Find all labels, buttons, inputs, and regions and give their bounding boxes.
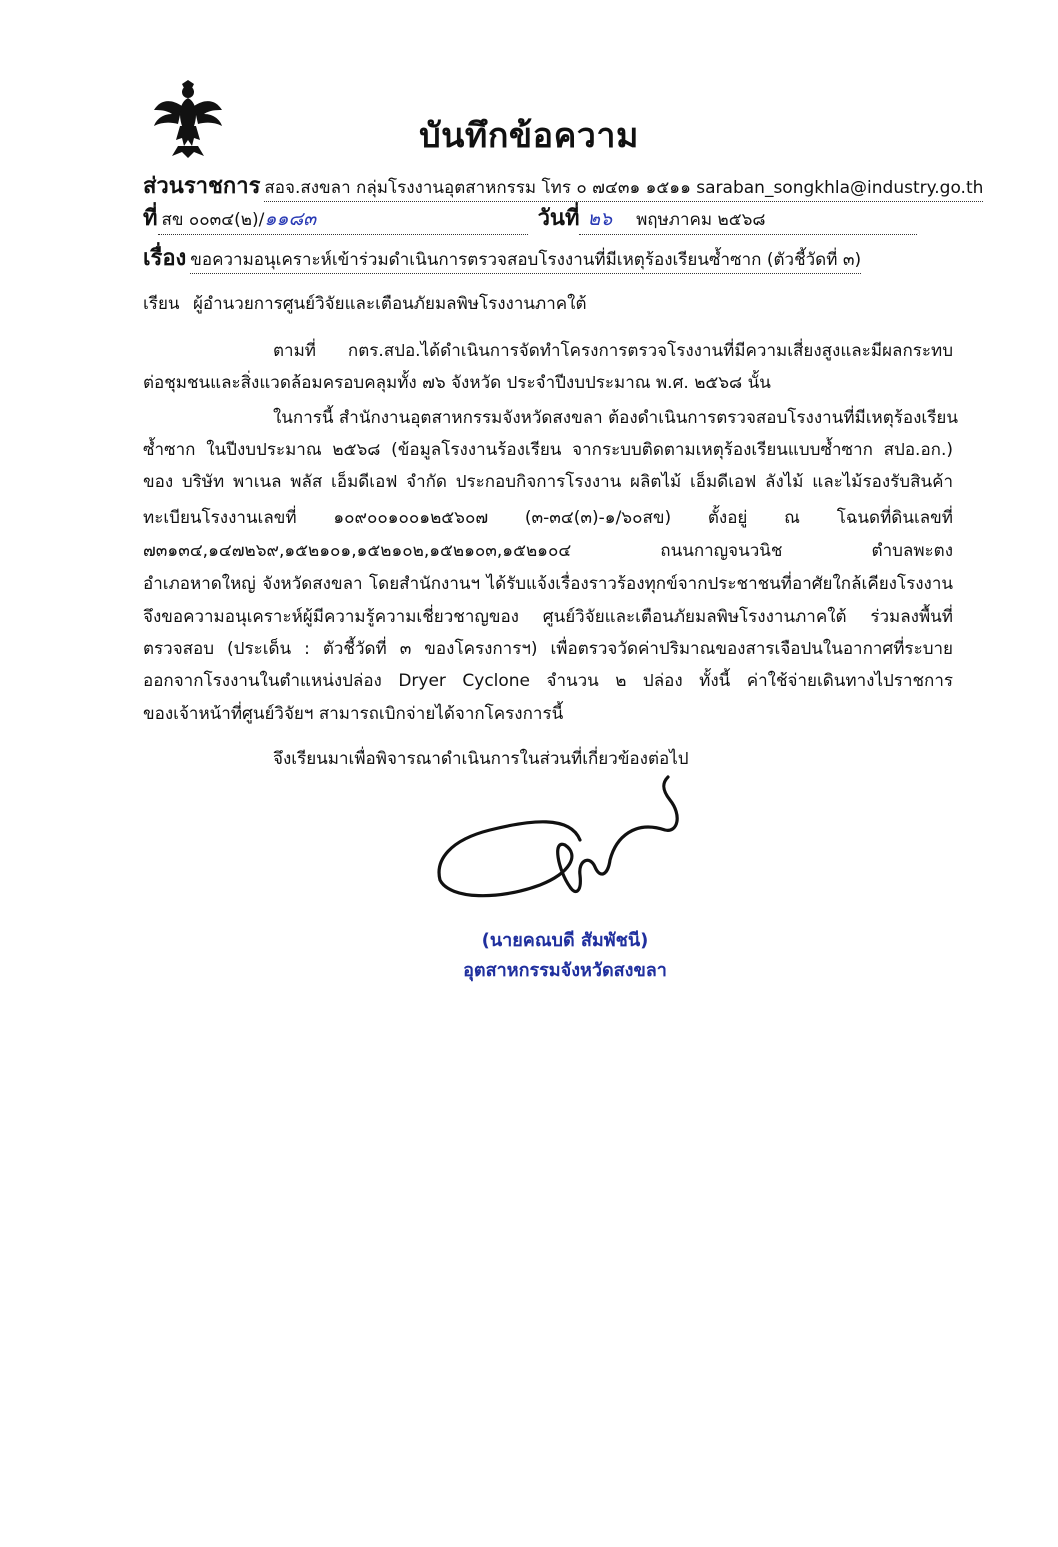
- memo-title: บันทึกข้อความ: [419, 116, 639, 156]
- body-line-12: ของเจ้าหน้าที่ศูนย์วิจัยฯ สามารถเบิกจ่ายได้จากโครงการนี้: [143, 704, 564, 724]
- body-line-5: ของ บริษัท พาเนล พลัส เอ็มดีเอฟ จำกัด ประกอบกิจการโรงงาน ผลิตไม้ เอ็มดีเอฟ ลังไม้ และไม้รองรับสินค้า: [143, 472, 953, 492]
- reference-handwritten: ๑๑๘๓: [264, 208, 317, 230]
- body-line-1: ตามที่ กตร.สปอ.ได้ดำเนินการจัดทำโครงการตรวจโรงงานที่มีความเสี่ยงสูงและมีผลกระทบ: [273, 341, 953, 361]
- body-line-4: ซ้ำซาก ในปีงบประมาณ ๒๕๖๘ (ข้อมูลโรงงานร้องเรียน จากระบบติดตามเหตุร้องเรียนแบบซ้ำซาก สปอ.อก.): [143, 440, 953, 460]
- date-month-year: พฤษภาคม ๒๕๖๘: [636, 210, 766, 230]
- body-line-8: อำเภอหาดใหญ่ จังหวัดสงขลา โดยสำนักงานฯ ได้รับแจ้งเรื่องราวร้องทุกข์จากประชาชนที่อาศัยใกล้เคียงโรงงาน: [143, 574, 953, 594]
- closing-line: จึงเรียนมาเพื่อพิจารณาดำเนินการในส่วนที่เกี่ยวข้องต่อไป: [273, 749, 689, 769]
- body-line-11: ออกจากโรงงานในตำแหน่งปล่อง Dryer Cyclone จำนวน ๒ ปล่อง ทั้งนี้ ค่าใช้จ่ายเดินทางไปราชการ: [143, 671, 953, 691]
- agency-value: สอจ.สงขลา กลุ่มโรงงานอุตสาหกรรม โทร ๐ ๗๔๓๑ ๑๕๑๑ saraban_songkhla@industry.go.th: [264, 174, 983, 202]
- reference-field: [158, 204, 528, 235]
- date-label: วันที่: [537, 206, 580, 231]
- addressee-value: ผู้อำนวยการศูนย์วิจัยและเตือนภัยมลพิษโรงงานภาคใต้: [192, 294, 587, 314]
- reference-label: ที่: [143, 206, 158, 231]
- agency-line: [143, 168, 983, 203]
- subject-label: เรื่อง: [143, 246, 187, 271]
- addressee-line: [143, 290, 953, 317]
- date-field: [579, 204, 917, 235]
- body-line-9: จึงขอความอนุเคราะห์ผู้มีความรู้ความเชี่ยวชาญของ ศูนย์วิจัยและเตือนภัยมลพิษโรงงานภาคใต้ ร่วมลงพื้นที่: [143, 607, 953, 627]
- signer-position: อุตสาหกรรมจังหวัดสงขลา: [463, 960, 667, 981]
- body-line-7: ๗๓๑๓๔,๑๔๗๒๖๙,๑๕๒๑๐๑,๑๕๒๑๐๒,๑๕๒๑๐๓,๑๕๒๑๐๔ ถนนกาญจนวนิช ตำบลพะตง: [143, 541, 953, 561]
- subject-line: [143, 240, 861, 275]
- reference-printed: สข ๐๐๓๔(๒)/: [161, 210, 265, 230]
- body-line-3: ในการนี้ สำนักงานอุตสาหกรรมจังหวัดสงขลา ต้องดำเนินการตรวจสอบโรงงานที่มีเหตุร้องเรียน: [273, 408, 958, 428]
- addressee-label: เรียน: [143, 294, 180, 314]
- signer-name: (นายคณบดี สัมพัชนี): [481, 930, 649, 951]
- date-day-handwritten: ๒๖: [587, 208, 613, 230]
- agency-label: ส่วนราชการ: [143, 174, 261, 199]
- reference-date-line: [143, 200, 953, 235]
- body-line-10: ตรวจสอบ (ประเด็น : ตัวชี้วัดที่ ๓ ของโครงการฯ) เพื่อตรวจวัดค่าปริมาณของสารเจือปนในอากาศที่ระบาย: [143, 639, 953, 659]
- subject-value: ขอความอนุเคราะห์เข้าร่วมดำเนินการตรวจสอบโรงงานที่มีเหตุร้องเรียนซ้ำซาก (ตัวชี้วัดที่ ๓): [190, 246, 861, 274]
- signature-icon: [430, 775, 700, 910]
- body-line-6: ทะเบียนโรงงานเลขที่ ๑๐๙๐๐๑๐๐๑๒๕๖๐๗ (๓-๓๔(๓)-๑/๖๐สข) ตั้งอยู่ ณ โฉนดที่ดินเลขที่: [143, 508, 953, 528]
- body-line-2: ต่อชุมชนและสิ่งแวดล้อมครอบคลุมทั้ง ๗๖ จังหวัด ประจำปีงบประมาณ พ.ศ. ๒๕๖๘ นั้น: [143, 373, 771, 393]
